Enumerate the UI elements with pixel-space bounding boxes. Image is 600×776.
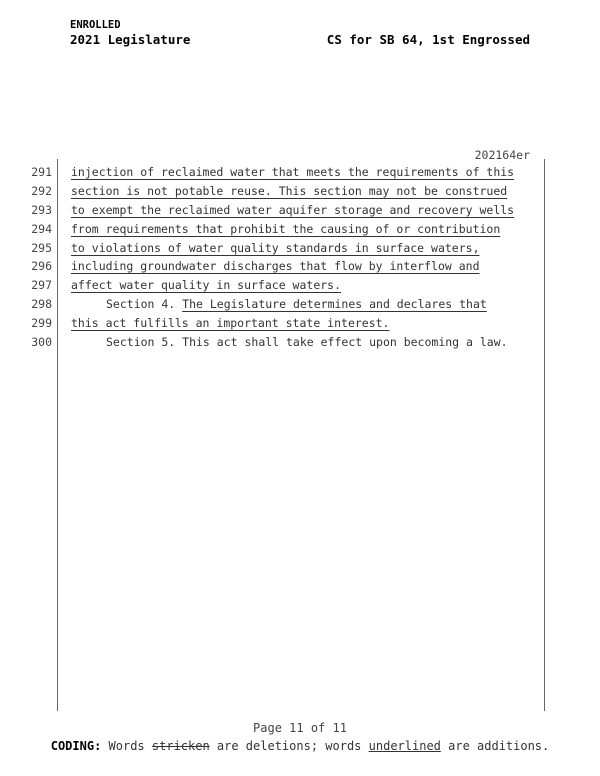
header-status: ENROLLED <box>70 19 121 31</box>
line-text <box>71 201 514 220</box>
line-text <box>71 314 390 333</box>
bill-line <box>0 239 600 258</box>
bill-line <box>0 276 600 295</box>
line-number: 292 <box>31 183 52 198</box>
line-number: 300 <box>31 335 52 350</box>
line-number: 295 <box>31 240 52 255</box>
bill-line <box>0 182 600 201</box>
line-text <box>71 163 514 182</box>
inserted-text: to exempt the reclaimed water aquifer storage and recovery wells <box>71 202 515 217</box>
line-text <box>71 239 480 258</box>
inserted-text: section is not potable reuse. This section may not be construed <box>71 183 508 198</box>
line-text <box>71 220 500 239</box>
bill-line <box>0 295 600 314</box>
line-text <box>71 276 341 295</box>
line-number: 291 <box>31 165 52 179</box>
document-code: 202164er <box>474 148 530 162</box>
line-number: 293 <box>31 202 52 217</box>
coding-underlined-example: underlined <box>368 739 441 753</box>
line-number: 296 <box>31 259 52 274</box>
bill-text-lines <box>0 163 600 352</box>
inserted-text: including groundwater discharges that flow by interflow and <box>71 259 480 274</box>
inserted-text: injection of reclaimed water that meets the requirements of this <box>71 165 515 179</box>
bill-line <box>0 163 600 182</box>
line-text <box>71 257 480 276</box>
inserted-text: to violations of water quality standards in surface waters, <box>71 240 480 255</box>
bill-line <box>0 220 600 239</box>
bill-line <box>0 314 600 333</box>
line-text <box>71 182 507 201</box>
bill-line <box>0 333 600 352</box>
line-number: 298 <box>31 297 52 312</box>
inserted-text: this act fulfills an important state interest. <box>71 316 390 331</box>
coding-legend <box>0 739 600 753</box>
line-number: 297 <box>31 278 52 293</box>
coding-text-1: Words <box>101 739 152 753</box>
coding-text-2: are deletions; words <box>209 739 369 753</box>
existing-text: Section 5. This act shall take effect upon becoming a law. <box>106 335 508 350</box>
line-number: 294 <box>31 221 52 236</box>
coding-stricken-example: stricken <box>151 739 210 753</box>
coding-label: CODING: <box>50 739 102 753</box>
bill-line <box>0 201 600 220</box>
line-number: 299 <box>31 316 52 331</box>
coding-text-3: are additions. <box>440 739 550 753</box>
inserted-text: from requirements that prohibit the causing of or contribution <box>71 221 501 236</box>
bill-line <box>0 257 600 276</box>
inserted-text: The Legislature determines and declares that <box>182 297 487 312</box>
line-text <box>71 333 508 352</box>
header-bill-number: CS for SB 64, 1st Engrossed <box>326 32 530 47</box>
page-number: Page 11 of 11 <box>253 721 347 735</box>
header-session: 2021 Legislature <box>70 32 191 47</box>
existing-text: Section 4. <box>106 297 183 312</box>
line-text <box>71 295 487 314</box>
inserted-text: affect water quality in surface waters. <box>71 278 342 293</box>
